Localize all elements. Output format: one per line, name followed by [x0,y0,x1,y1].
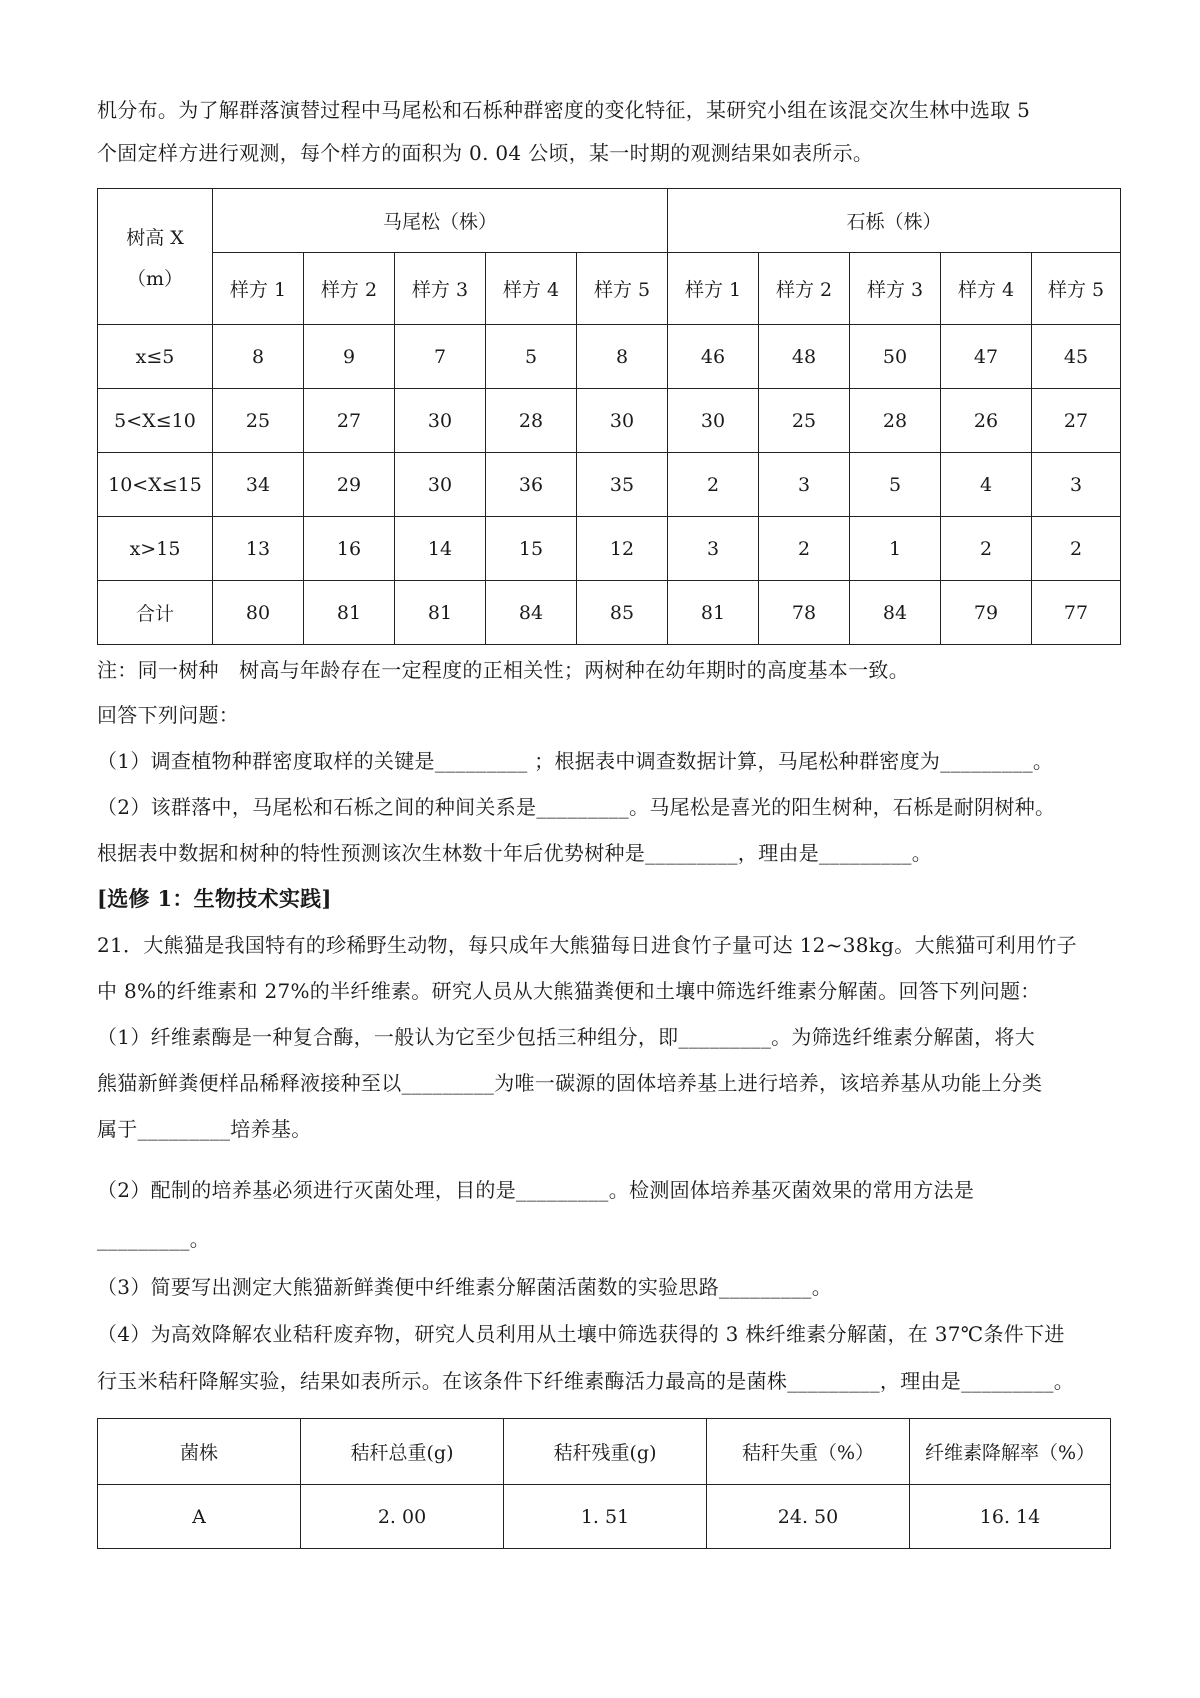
table-cell: 47 [941,325,1032,389]
table-cell: 45 [1032,325,1121,389]
table-cell: 8 [213,325,304,389]
table-cell: 15 [486,517,577,581]
plot-header: 样方 4 [486,253,577,325]
table-cell: 46 [668,325,759,389]
table-cell: 81 [668,581,759,645]
plot-header: 样方 1 [213,253,304,325]
table-cell: 9 [304,325,395,389]
species-header-lithocarpus: 石栎（株） [668,189,1121,253]
table2-cell: 24. 50 [707,1485,910,1549]
table-cell: 30 [577,389,668,453]
table-cell: 34 [213,453,304,517]
row-label: 10<X≤15 [98,453,213,517]
q21-line: 行玉米秸秆降解实验，结果如表所示。在该条件下纤维素酶活力最高的是菌株_________，理由是_________。 [97,1369,1075,1393]
row-label: 5<X≤10 [98,389,213,453]
row-label: x>15 [98,517,213,581]
table-cell: 8 [577,325,668,389]
plot-header: 样方 2 [759,253,850,325]
table-cell: 16 [304,517,395,581]
table-cell: 30 [395,453,486,517]
q21-line: （4）为高效降解农业秸秆废弃物，研究人员利用从土壤中筛选获得的 3 株纤维素分解菌，在 37℃条件下进 [97,1322,1065,1346]
table-cell: 13 [213,517,304,581]
plot-header: 样方 3 [850,253,941,325]
row-header-cell [98,189,213,325]
table2-header: 秸秆总重(g) [301,1419,504,1485]
q21-line: （3）简要写出测定大熊猫新鲜粪便中纤维素分解菌活菌数的实验思路_________。 [97,1275,833,1299]
table-cell: 81 [304,581,395,645]
table-cell: 12 [577,517,668,581]
table2-cell: 1. 51 [504,1485,707,1549]
row-header-line: 树高 X [126,226,184,249]
table-row [98,389,1121,453]
table-cell: 81 [395,581,486,645]
plot-header: 样方 4 [941,253,1032,325]
plot-header: 样方 5 [577,253,668,325]
tree-height-table [97,188,1121,645]
plot-header: 样方 5 [1032,253,1121,325]
table-row [98,453,1121,517]
q21-line: 熊猫新鲜粪便样品稀释液接种至以_________为唯一碳源的固体培养基上进行培养，该培养基从功能上分类 [97,1071,1043,1095]
question-1: （1）调查植物种群密度取样的关键是_________ ；根据表中调查数据计算，马尾松种群密度为_________。 [97,749,1054,773]
q21-line: 中 8%的纤维素和 27%的半纤维素。研究人员从大熊猫粪便和土壤中筛选纤维素分解菌。回答下列问题： [97,979,1041,1003]
table-cell: 7 [395,325,486,389]
table-cell: 4 [941,453,1032,517]
species-header-masson-pine: 马尾松（株） [213,189,668,253]
table-cell: 84 [850,581,941,645]
question-2-cont: 根据表中数据和树种的特性预测该次生林数十年后优势树种是_________，理由是_________。 [97,841,932,865]
section-heading: [选修 1：生物技术实践] [97,886,332,911]
table2-header: 秸秆残重(g) [504,1419,707,1485]
intro-line: 机分布。为了解群落演替过程中马尾松和石栎种群密度的变化特征，某研究小组在该混交次生林中选取 5 [97,98,1031,122]
table-cell: 2 [1032,517,1121,581]
table-cell: 3 [1032,453,1121,517]
table-cell: 30 [395,389,486,453]
table-cell: 14 [395,517,486,581]
table-cell: 28 [486,389,577,453]
table-cell: 29 [304,453,395,517]
table-cell: 27 [304,389,395,453]
answer-prompt: 回答下列问题： [97,703,240,727]
table-cell: 2 [941,517,1032,581]
table-cell: 48 [759,325,850,389]
table-row [98,325,1121,389]
row-label: 合计 [98,581,213,645]
table-row [98,581,1121,645]
table-note: 注：同一树种 树高与年龄存在一定程度的正相关性；两树种在幼年期时的高度基本一致。 [97,658,909,682]
table-cell: 35 [577,453,668,517]
table-cell: 2 [668,453,759,517]
question-2: （2）该群落中，马尾松和石栎之间的种间关系是_________。马尾松是喜光的阳生树种，石栎是耐阴树种。 [97,795,1056,819]
table-cell: 50 [850,325,941,389]
table-cell: 3 [759,453,850,517]
table-cell: 25 [759,389,850,453]
table-cell: 2 [759,517,850,581]
table2-cell: A [98,1485,301,1549]
table-cell: 1 [850,517,941,581]
table-cell: 80 [213,581,304,645]
q21-line: （2）配制的培养基必须进行灭菌处理，目的是_________。检测固体培养基灭菌效果的常用方法是 [97,1178,975,1202]
table-cell: 26 [941,389,1032,453]
q21-line: 21．大熊猫是我国特有的珍稀野生动物，每只成年大熊猫每日进食竹子量可达 12~38kg。大熊猫可利用竹子 [97,933,1077,957]
table-cell: 3 [668,517,759,581]
table-cell: 28 [850,389,941,453]
q21-line: （1）纤维素酶是一种复合酶，一般认为它至少包括三种组分，即_________。为筛选纤维素分解菌，将大 [97,1025,1036,1049]
row-label: x≤5 [98,325,213,389]
intro-line: 个固定样方进行观测，每个样方的面积为 0. 04 公顷，某一时期的观测结果如表所示。 [97,141,874,165]
table2-cell: 16. 14 [910,1485,1111,1549]
row-header-line: （m） [126,267,184,290]
table2-cell: 2. 00 [301,1485,504,1549]
table-cell: 25 [213,389,304,453]
straw-degradation-table [97,1418,1111,1549]
table-cell: 5 [486,325,577,389]
table-row [98,517,1121,581]
table-cell: 84 [486,581,577,645]
plot-header: 样方 2 [304,253,395,325]
table-cell: 27 [1032,389,1121,453]
table-cell: 30 [668,389,759,453]
table2-header: 秸秆失重（%） [707,1419,910,1485]
table-cell: 85 [577,581,668,645]
q21-line: _________。 [97,1227,210,1251]
table-cell: 5 [850,453,941,517]
plot-header: 样方 3 [395,253,486,325]
table-cell: 36 [486,453,577,517]
plot-header: 样方 1 [668,253,759,325]
table-cell: 77 [1032,581,1121,645]
table2-header: 纤维素降解率（%） [910,1419,1111,1485]
table-cell: 78 [759,581,850,645]
table2-header: 菌株 [98,1419,301,1485]
q21-line: 属于_________培养基。 [97,1117,312,1141]
table-cell: 79 [941,581,1032,645]
